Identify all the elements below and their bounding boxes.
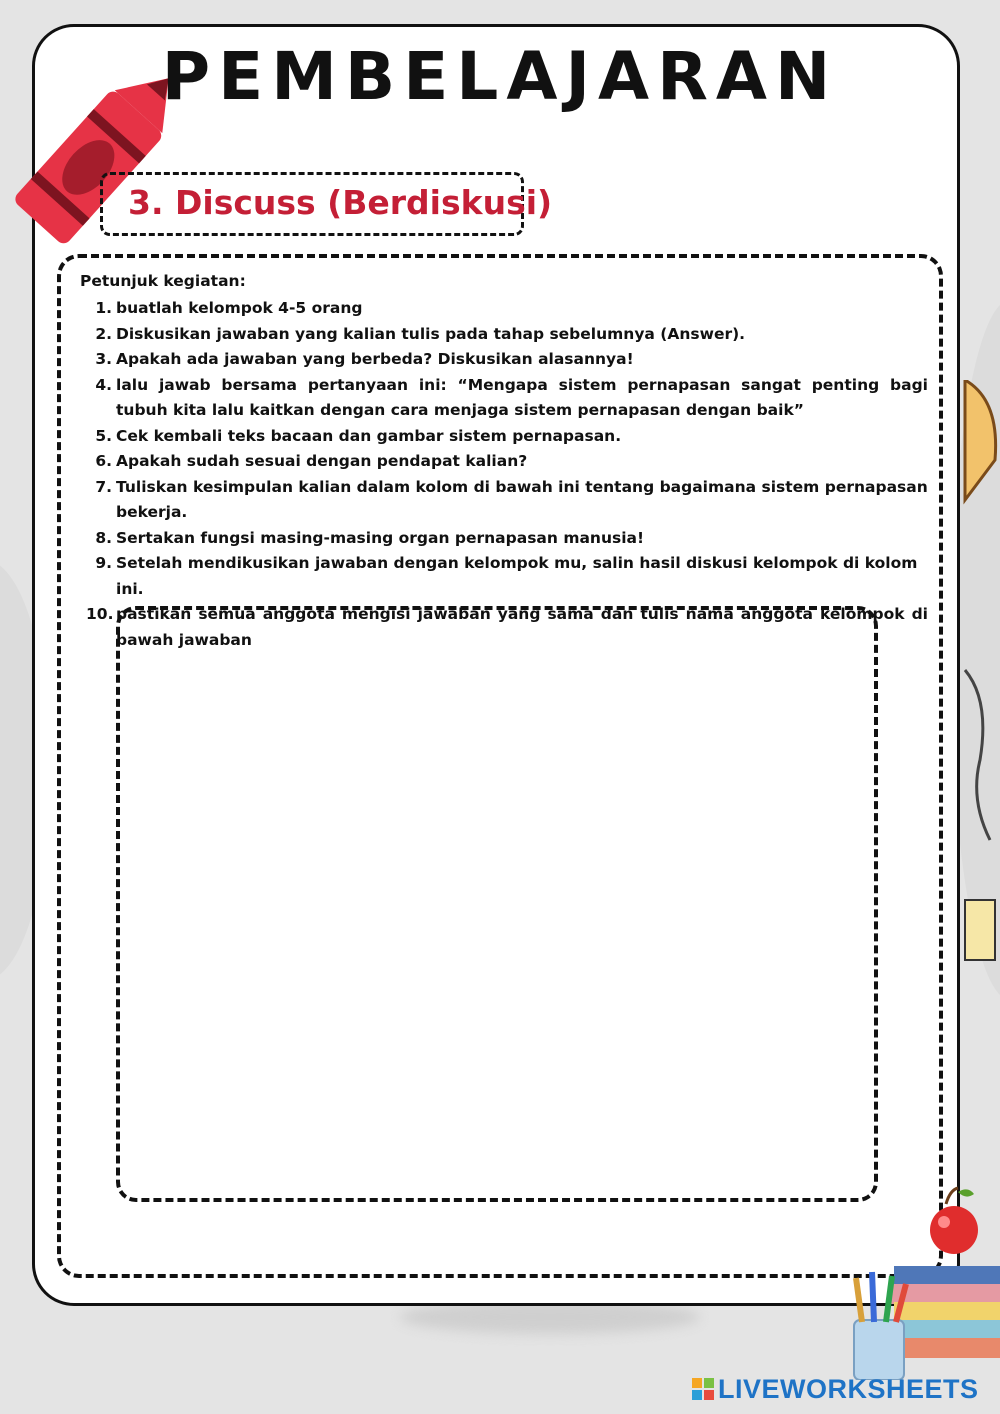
list-item [86, 449, 928, 475]
books-icon [848, 1180, 1000, 1380]
item-text: Sertakan fungsi masing-masing organ pernapasan manusia! [116, 528, 645, 547]
list-item [86, 475, 928, 526]
section-title: 3. Discuss (Berdiskusi) [128, 183, 553, 222]
instruction-list [86, 296, 928, 653]
item-text: pastikan semua anggota mengisi jawaban yang sama dan tulis nama anggota kelompok di bawah jawaban [116, 605, 928, 649]
item-text: Cek kembali teks bacaan dan gambar sistem pernapasan. [116, 426, 622, 445]
item-number: 5. [95, 426, 112, 445]
list-item [86, 526, 928, 552]
item-number: 1. [95, 299, 112, 317]
item-number: 9. [95, 554, 112, 572]
item-text: Apakah sudah sesuai dengan pendapat kalian? [116, 452, 528, 470]
item-number: 4. [95, 375, 112, 394]
item-number: 8. [95, 528, 112, 547]
item-text: Diskusikan jawaban yang kalian tulis pada tahap sebelumnya (Answer). [116, 324, 746, 343]
list-item [86, 373, 928, 424]
item-number: 3. [95, 350, 112, 368]
list-item [86, 296, 928, 322]
item-number: 7. [95, 477, 112, 496]
item-number: 10. [86, 605, 114, 623]
answer-textarea[interactable] [116, 606, 878, 1202]
list-item [86, 424, 928, 450]
liveworksheets-logo-icon [692, 1378, 714, 1400]
brand-name: LIVEWORKSHEETS [718, 1374, 979, 1404]
list-item [86, 322, 928, 348]
page-title: PEMBELAJARAN [161, 38, 839, 115]
item-number: 6. [95, 452, 112, 470]
item-text: Tuliskan kesimpulan kalian dalam kolom di bawah ini tentang bagaimana sistem pernapasan bekerja. [116, 477, 928, 521]
item-text: lalu jawab bersama pertanyaan ini: “Mengapa sistem pernapasan sangat penting bagi tubuh kita lalu kaitkan dengan cara menjaga sistem pernapasan dengan baik” [116, 375, 928, 419]
item-text: buatlah kelompok 4-5 orang [116, 299, 363, 317]
list-item [86, 551, 928, 602]
item-text: Setelah mendikusikan jawaban dengan kelompok mu, salin hasil diskusi kelompok di kolom ini. [116, 554, 918, 598]
instructions-label: Petunjuk kegiatan: [80, 272, 246, 290]
item-text: Apakah ada jawaban yang berbeda? Diskusikan alasannya! [116, 350, 634, 368]
item-number: 2. [95, 324, 112, 343]
decorative-illustration-icon [960, 380, 1000, 980]
list-item [86, 347, 928, 373]
